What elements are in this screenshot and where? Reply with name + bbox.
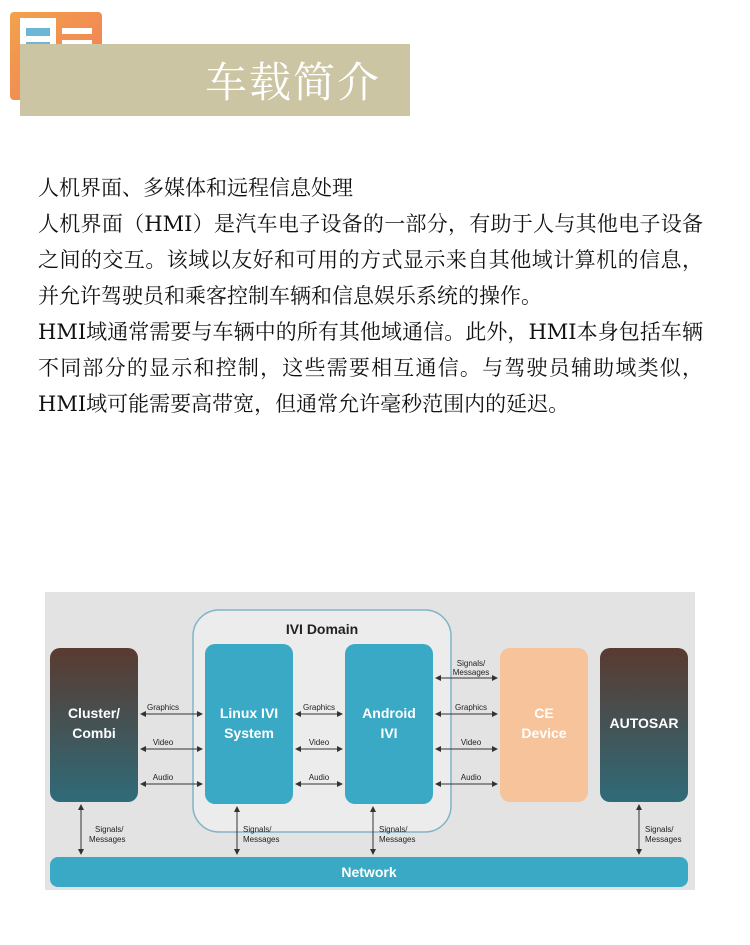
arrow-label-signals-android-1: Signals/ [379, 825, 408, 834]
arrow-label-audio-1: Audio [152, 773, 174, 782]
ivi-domain-label: IVI Domain [285, 621, 359, 637]
ce-label-1: CE [534, 705, 554, 721]
paragraph-hmi-intro: 人机界面（HMI）是汽车电子设备的一部分，有助于人与其他电子设备之间的交互。该域以友好和可用的方式显示来自其他域计算机的信息，并允许驾驶员和乘客控制车辆和信息娱乐系统的操作。 [38, 212, 703, 308]
ce-label-2: Device [521, 725, 567, 741]
linux-ivi-box [205, 644, 293, 804]
arrow-label-signals-autosar-2: Messages [645, 835, 682, 844]
linux-label-1: Linux IVI [219, 705, 279, 721]
android-ivi-box [345, 644, 433, 804]
arrow-label-audio-3: Audio [460, 773, 482, 782]
arrow-label-signals-android-2: Messages [379, 835, 416, 844]
page-title: 车载简介 [205, 58, 382, 107]
android-label-2: IVI [380, 725, 398, 741]
arrow-label-signals-cluster-2: Messages [89, 835, 126, 844]
arrow-label-graphics-3: Graphics [454, 703, 488, 712]
arrow-label-signals-linux-1: Signals/ [243, 825, 272, 834]
autosar-label: AUTOSAR [609, 715, 679, 731]
arrow-label-signals-autosar-1: Signals/ [645, 825, 674, 834]
arrow-label-graphics-2: Graphics [302, 703, 336, 712]
ivi-architecture-diagram [45, 592, 695, 890]
arrow-label-audio-2: Audio [308, 773, 330, 782]
cluster-label-1: Cluster/ [67, 705, 121, 721]
cluster-label-2: Combi [72, 725, 116, 741]
network-label: Network [341, 864, 397, 880]
arrow-label-video-3: Video [460, 738, 482, 747]
arrow-label-messages-top: Messages [452, 668, 490, 677]
article-body [38, 170, 703, 422]
linux-label-2: System [224, 725, 274, 741]
arrow-label-video-1: Video [152, 738, 174, 747]
arrow-label-signals-linux-2: Messages [243, 835, 280, 844]
arrow-label-signals-top-1: Signals/ [456, 659, 486, 668]
paragraph-heading: 人机界面、多媒体和远程信息处理 [38, 176, 353, 200]
paragraph-hmi-communication: HMI域通常需要与车辆中的所有其他域通信。此外，HMI本身包括车辆不同部分的显示和控制，这些需要相互通信。与驾驶员辅助域类似，HMI域可能需要高带宽，但通常允许毫秒范围内的延迟。 [38, 320, 703, 416]
arrow-label-graphics-1: Graphics [146, 703, 180, 712]
arrow-label-signals-cluster-1: Signals/ [95, 825, 124, 834]
android-label-1: Android [362, 705, 416, 721]
arrow-label-video-2: Video [308, 738, 330, 747]
